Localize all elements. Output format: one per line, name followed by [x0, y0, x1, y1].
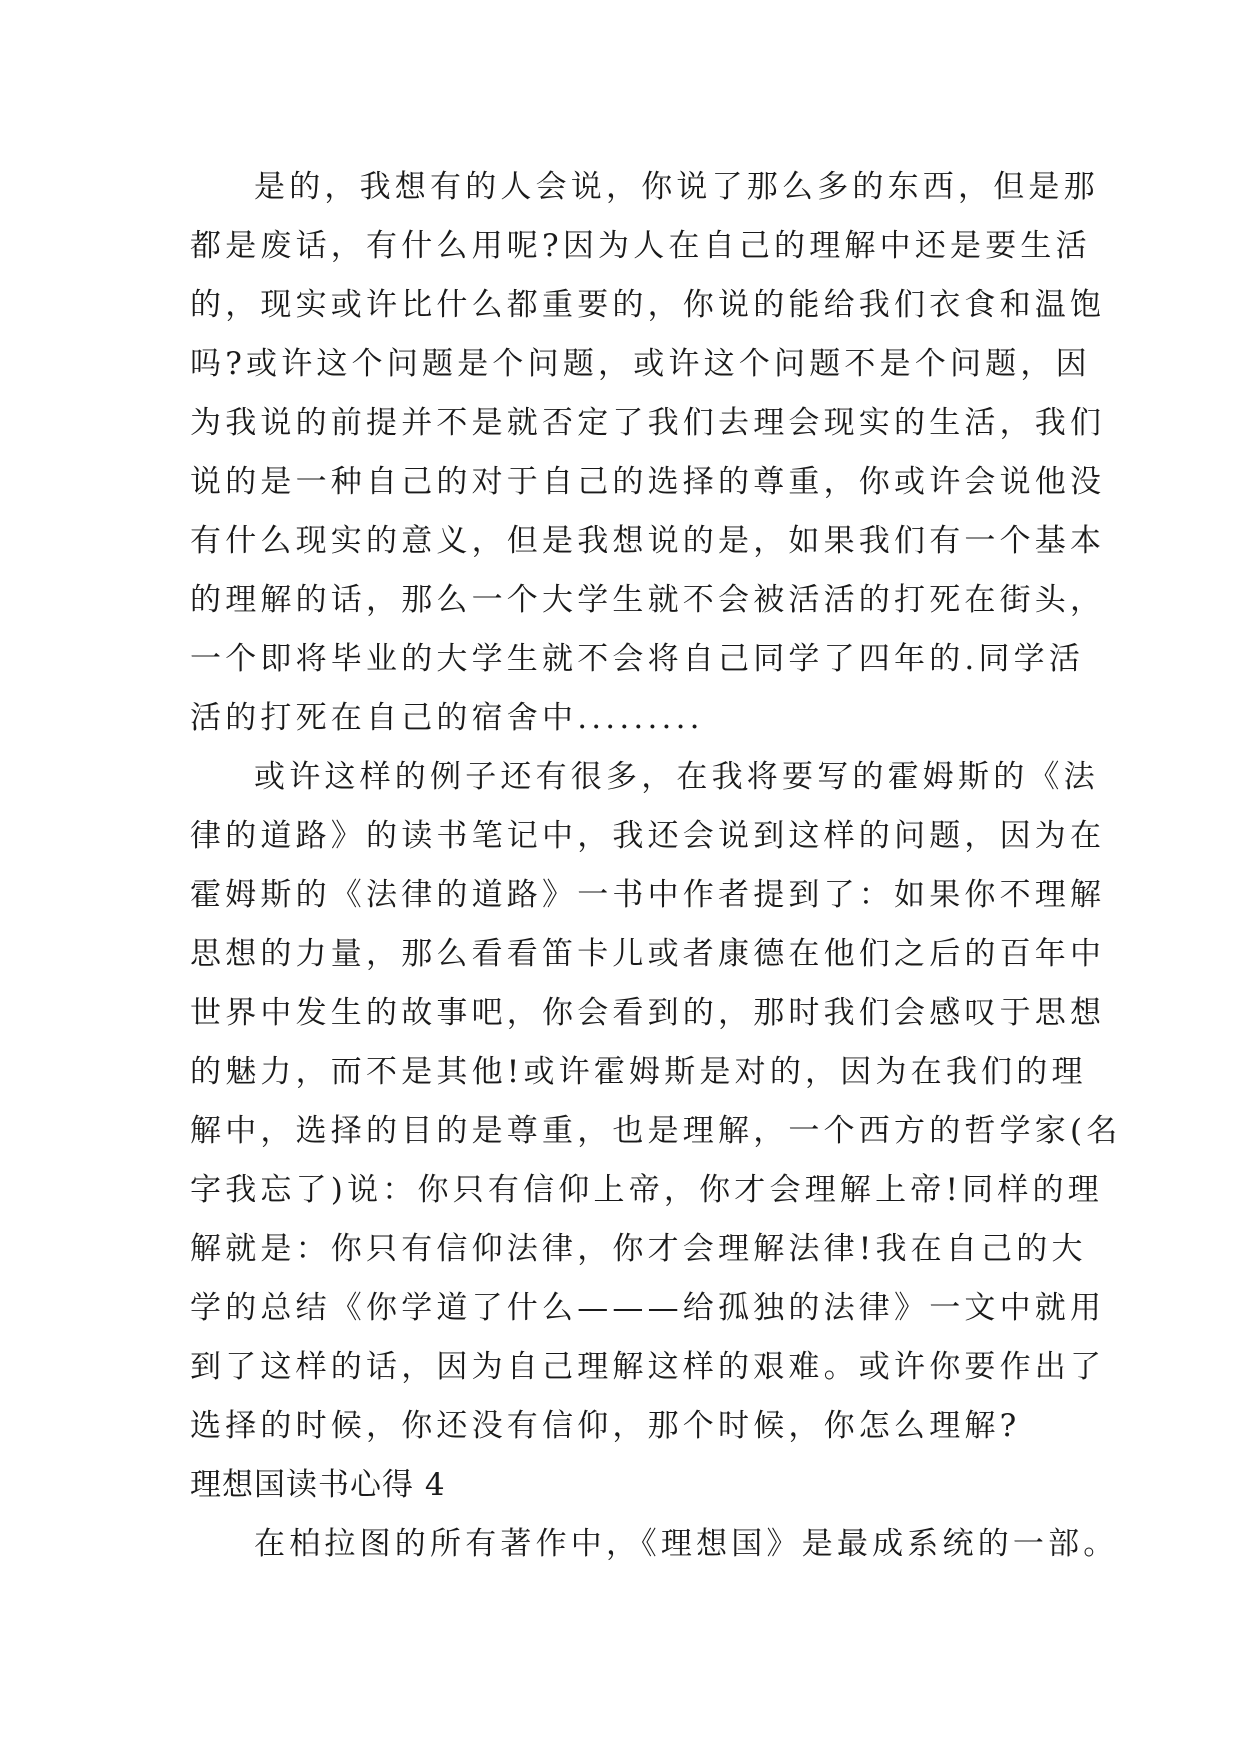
text-line: 活的打死在自己的宿舍中.........	[190, 700, 704, 736]
text-line: 吗?或许这个问题是个问题，或许这个问题不是个问题，因	[190, 346, 1091, 382]
paragraph	[190, 1515, 1119, 1574]
text-line: 到了这样的话，因为自己理解这样的艰难。或许你要作出了	[190, 1349, 1106, 1385]
text-line: 都是废话，有什么用呢?因为人在自己的理解中还是要生活	[190, 228, 1091, 264]
text-line: 的魅力，而不是其他!或许霍姆斯是对的，因为在我们的理	[190, 1054, 1087, 1090]
document-body	[190, 158, 1122, 1574]
text-line: 思想的力量，那么看看笛卡儿或者康德在他们之后的百年中	[190, 936, 1106, 972]
text-line: 霍姆斯的《法律的道路》一书中作者提到了：如果你不理解	[190, 877, 1106, 913]
text-line: 世界中发生的故事吧，你会看到的，那时我们会感叹于思想	[190, 995, 1106, 1031]
text-line: 有什么现实的意义，但是我想说的是，如果我们有一个基本	[190, 523, 1106, 559]
text-line: 是的，我想有的人会说，你说了那么多的东西，但是那	[254, 169, 1099, 205]
text-line: 的理解的话，那么一个大学生就不会被活活的打死在街头，	[190, 582, 1106, 618]
text-line: 解就是：你只有信仰法律，你才会理解法律!我在自己的大	[190, 1231, 1087, 1267]
text-line: 律的道路》的读书笔记中，我还会说到这样的问题，因为在	[190, 818, 1106, 854]
text-line: 字我忘了)说：你只有信仰上帝，你才会理解上帝!同样的理	[190, 1172, 1103, 1208]
paragraph	[190, 748, 1122, 1456]
text-line: 的，现实或许比什么都重要的，你说的能给我们衣食和温饱	[190, 287, 1106, 323]
text-line: 在柏拉图的所有著作中，《理想国》是最成系统的一部。	[254, 1526, 1119, 1562]
text-line: 选择的时候，你还没有信仰，那个时候，你怎么理解?	[190, 1408, 1021, 1444]
text-line: 或许这样的例子还有很多，在我将要写的霍姆斯的《法	[254, 759, 1099, 795]
text-line: 学的总结《你学道了什么———给孤独的法律》一文中就用	[190, 1290, 1106, 1326]
text-line: 一个即将毕业的大学生就不会将自己同学了四年的.同学活	[190, 641, 1085, 677]
section-heading: 理想国读书心得 4	[190, 1467, 446, 1503]
paragraph	[190, 158, 1106, 748]
text-line: 为我说的前提并不是就否定了我们去理会现实的生活，我们	[190, 405, 1106, 441]
text-line: 说的是一种自己的对于自己的选择的尊重，你或许会说他没	[190, 464, 1106, 500]
text-line: 解中，选择的目的是尊重，也是理解，一个西方的哲学家(名	[190, 1113, 1122, 1149]
